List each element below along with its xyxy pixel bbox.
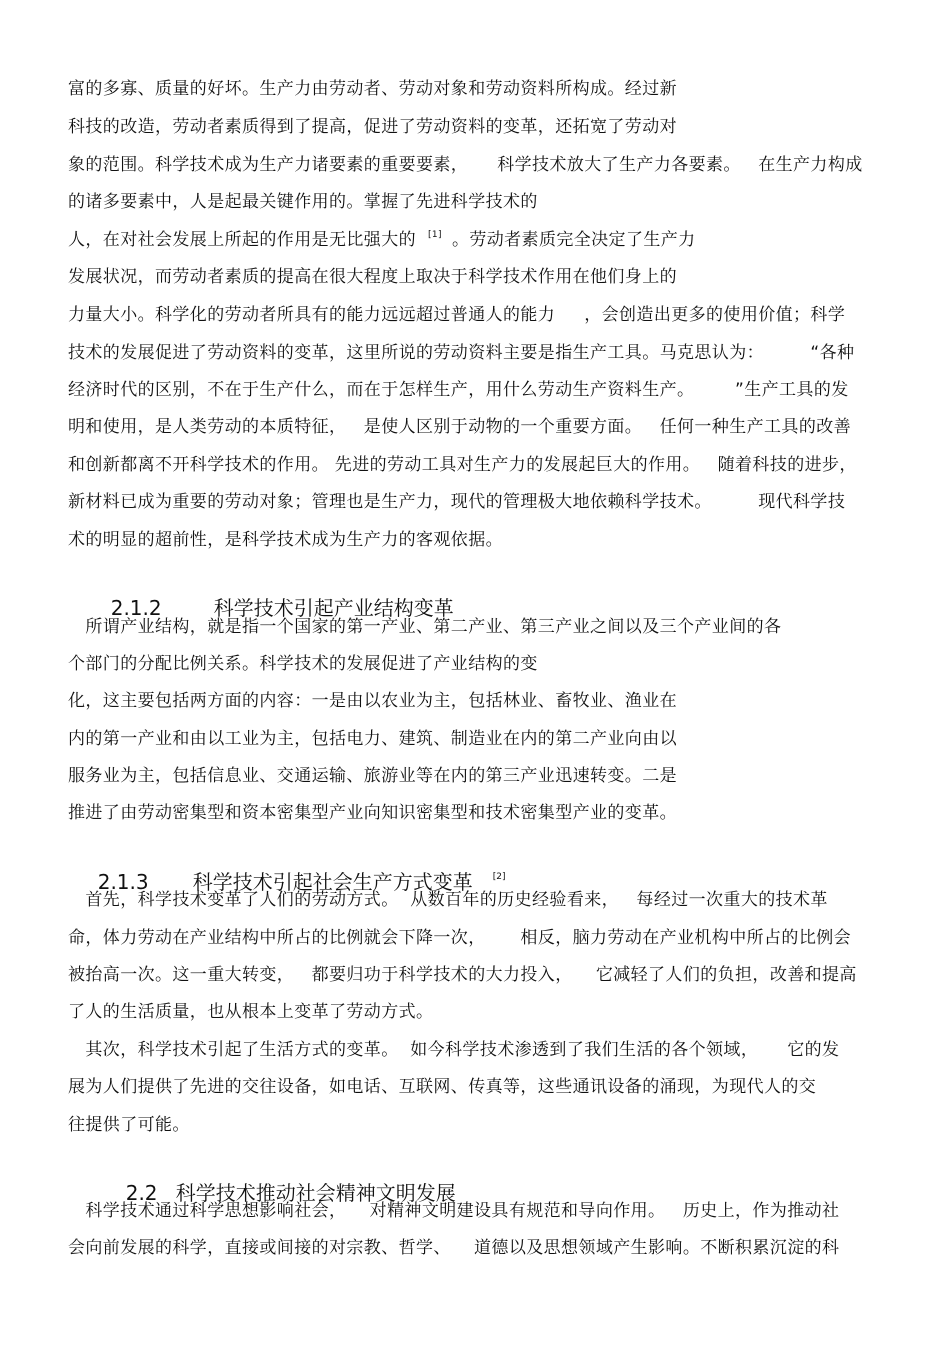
citation-marker: [1] (428, 230, 442, 240)
section-title: 科学技术推动社会精神文明发展 (175, 1181, 456, 1205)
text-line: 科技的改造，劳动者素质得到了提高，促进了劳动资料的变革，还拓宽了劳动对 (68, 117, 677, 137)
text-line: 技术的发展促进了劳动资料的变革，这里所说的劳动资料主要是指生产工具。马克思认为： “各种 (68, 343, 855, 363)
text-line: 科学技术通过科学思想影响社会， 对精神文明建设具有规范和导向作用。 历史上，作为推动社 (68, 1201, 840, 1221)
text-line: 术的明显的超前性，是科学技术成为生产力的客观依据。 (68, 530, 503, 550)
text-segment: 。劳动者素质完全决定了生产力 (451, 230, 696, 250)
text-line: 和创新都离不开科学技术的作用。 先进的劳动工具对生产力的发展起巨大的作用。 随着科技的进步， (68, 455, 857, 475)
text-line: 首先，科学技术变革了人们的劳动方式。 从数百年的历史经验看来， 每经过一次重大的技术革 (68, 890, 828, 910)
section-heading-2-2 (113, 1154, 456, 1206)
text-line: 了人的生活质量，也从根本上变革了劳动方式。 (68, 1002, 434, 1022)
text-line: 新材料已成为重要的劳动对象；管理也是生产力，现代的管理极大地依赖科学技术。 现代科学技 (68, 492, 846, 512)
section-heading-2-1-2 (98, 569, 454, 621)
section-title: 科学技术引起社会生产方式变革 (192, 870, 473, 894)
text-line: 内的第一产业和由以工业为主，包括电力、建筑、制造业在内的第二产业向由以 (68, 729, 677, 749)
text-line: 的诸多要素中，人是起最关键作用的。掌握了先进科学技术的 (68, 192, 538, 212)
section-title: 科学技术引起产业结构变革 (213, 596, 454, 620)
text-line: 力量大小。科学化的劳动者所具有的能力远远超过普通人的能力 ，会创造出更多的使用价值；科学 (68, 305, 846, 325)
text-line: 展为人们提供了先进的交往设备，如电话、互联网、传真等，这些通讯设备的涌现，为现代人的交 (68, 1077, 817, 1097)
text-line: 会向前发展的科学，直接或间接的对宗教、哲学、 道德以及思想领域产生影响。不断积累沉淀的科 (68, 1238, 840, 1258)
text-segment: 人，在对社会发展上所起的作用是无比强大的 (68, 230, 416, 250)
section-number: 2.1.2 (110, 596, 162, 620)
text-line-with-citation (68, 229, 696, 254)
text-line: 象的范围。科学技术成为生产力诸要素的重要要素， 科学技术放大了生产力各要素。 在生产力构成 (68, 155, 863, 175)
text-line: 化，这主要包括两方面的内容：一是由以农业为主，包括林业、畜牧业、渔业在 (68, 691, 677, 711)
text-line: 推进了由劳动密集型和资本密集型产业向知识密集型和技术密集型产业的变革。 (68, 803, 677, 823)
text-line: 命，体力劳动在产业结构中所占的比例就会下降一次， 相反，脑力劳动在产业机构中所占的比例会 (68, 928, 852, 948)
text-line: 服务业为主，包括信息业、交通运输、旅游业等在内的第三产业迅速转变。二是 (68, 766, 677, 786)
text-line: 被抬高一次。这一重大转变， 都要归功于科学技术的大力投入， 它减轻了人们的负担，改善和提高 (68, 965, 857, 985)
citation-marker: [2] (492, 872, 506, 882)
text-line: 发展状况，而劳动者素质的提高在很大程度上取决于科学技术作用在他们身上的 (68, 267, 677, 287)
text-line: 个部门的分配比例关系。科学技术的发展促进了产业结构的变 (68, 654, 538, 674)
text-line: 明和使用，是人类劳动的本质特征， 是使人区别于动物的一个重要方面。 任何一种生产工具的改善 (68, 417, 852, 437)
text-line: 所谓产业结构，就是指一个国家的第一产业、第二产业、第三产业之间以及三个产业间的各 (68, 617, 782, 637)
text-line: 经济时代的区别，不在于生产什么，而在于怎样生产，用什么劳动生产资料生产。 ”生产工具的发 (68, 380, 849, 400)
section-number: 2.2 (125, 1181, 158, 1205)
text-line: 其次，科学技术引起了生活方式的变革。 如今科学技术渗透到了我们生活的各个领域， 它的发 (68, 1040, 840, 1060)
text-line: 富的多寡、质量的好坏。生产力由劳动者、劳动对象和劳动资料所构成。经过新 (68, 79, 677, 99)
text-line: 往提供了可能。 (68, 1115, 190, 1135)
section-number: 2.1.3 (97, 870, 149, 894)
